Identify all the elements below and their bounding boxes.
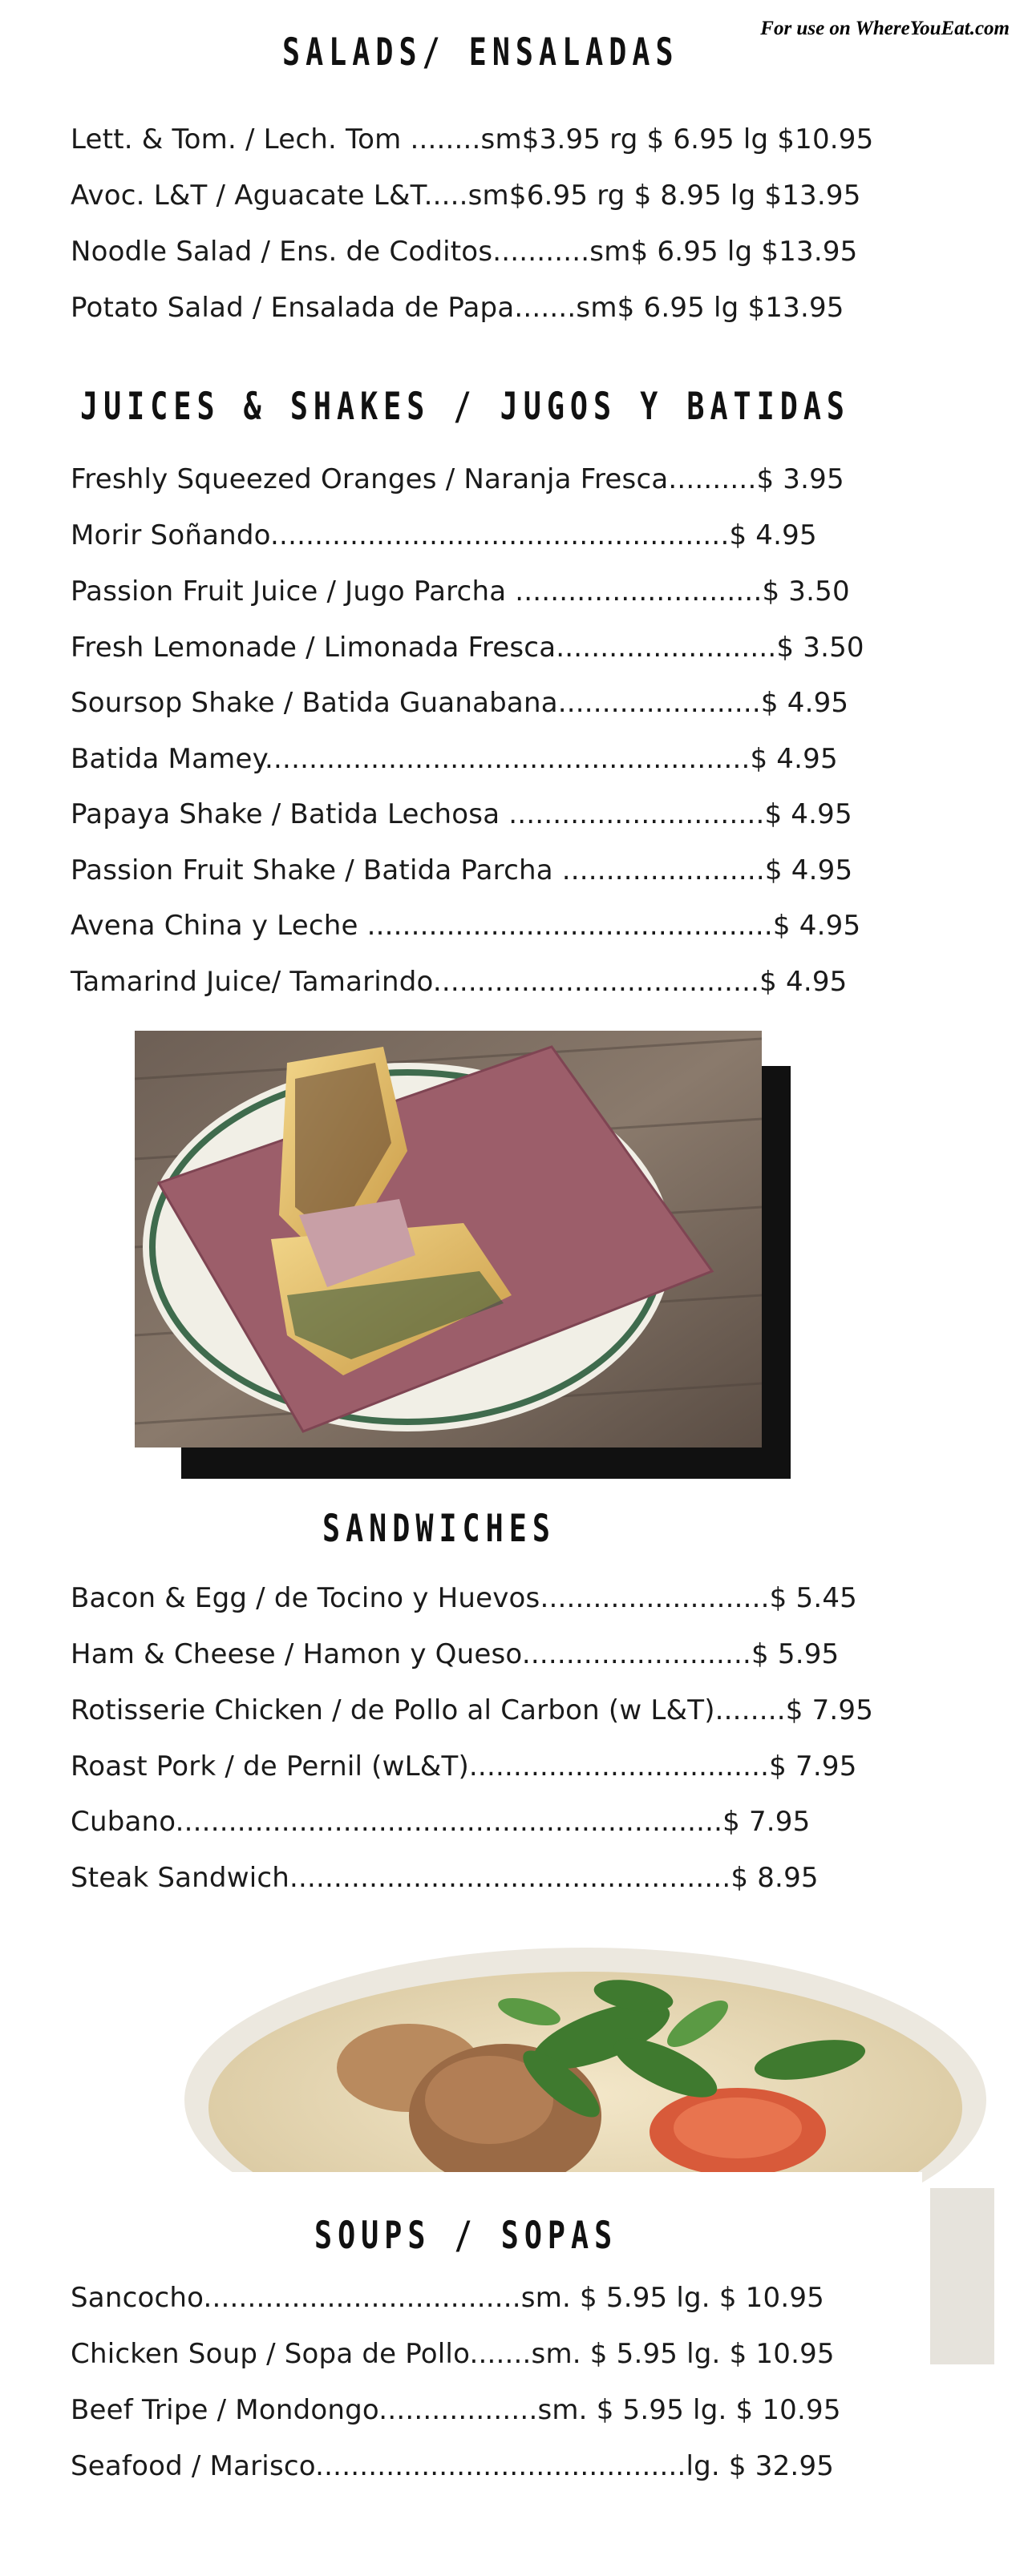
menu-item: Steak Sandwich..................................................$ 8.95	[71, 1862, 819, 1894]
menu-item: Sancocho....................................sm. $ 5.95 lg. $ 10.95	[71, 2282, 824, 2314]
soup-photo	[184, 1948, 994, 2396]
juices-heading: JUICES & SHAKES / JUGOS Y BATIDAS	[80, 385, 851, 429]
menu-item: Cubano..............................................................$ 7.95	[71, 1806, 811, 1838]
menu-item: Lett. & Tom. / Lech. Tom ........sm$3.95 rg $ 6.95 lg $10.95	[71, 123, 874, 155]
sandwiches-heading: SANDWICHES	[322, 1507, 556, 1551]
menu-item: Passion Fruit Shake / Batida Parcha .......................$ 4.95	[71, 854, 853, 886]
soups-heading: SOUPS / SOPAS	[314, 2214, 618, 2258]
menu-item: Passion Fruit Juice / Jugo Parcha ............................$ 3.50	[71, 575, 850, 608]
menu-item: Papaya Shake / Batida Lechosa .............................$ 4.95	[71, 798, 852, 830]
menu-item: Noodle Salad / Ens. de Coditos...........sm$ 6.95 lg $13.95	[71, 236, 858, 268]
watermark: For use on WhereYouEat.com	[760, 18, 1010, 39]
menu-item: Rotisserie Chicken / de Pollo al Carbon (w L&T)........$ 7.95	[71, 1694, 874, 1726]
salads-heading: SALADS/ ENSALADAS	[282, 30, 679, 75]
menu-item: Bacon & Egg / de Tocino y Huevos..........................$ 5.45	[71, 1582, 857, 1614]
menu-item: Batida Mamey.......................................................$ 4.95	[71, 743, 838, 775]
menu-item: Roast Pork / de Pernil (wL&T)..................................$ 7.95	[71, 1750, 857, 1783]
menu-item: Avena China y Leche ..............................................$ 4.95	[71, 910, 861, 942]
menu-item: Freshly Squeezed Oranges / Naranja Fresca..........$ 3.95	[71, 463, 844, 495]
menu-item: Morir Soñando....................................................$ 4.95	[71, 519, 817, 551]
menu-item: Avoc. L&T / Aguacate L&T.....sm$6.95 rg $ 8.95 lg $13.95	[71, 180, 861, 212]
menu-item: Chicken Soup / Sopa de Pollo.......sm. $ 5.95 lg. $ 10.95	[71, 2338, 835, 2370]
menu-item: Beef Tripe / Mondongo..................sm. $ 5.95 lg. $ 10.95	[71, 2394, 841, 2426]
menu-item: Seafood / Marisco..........................................lg. $ 32.95	[71, 2450, 835, 2482]
menu-item: Potato Salad / Ensalada de Papa.......sm$ 6.95 lg $13.95	[71, 292, 844, 324]
menu-item: Ham & Cheese / Hamon y Queso..........................$ 5.95	[71, 1638, 840, 1670]
menu-item: Fresh Lemonade / Limonada Fresca.........................$ 3.50	[71, 632, 864, 664]
menu-item: Soursop Shake / Batida Guanabana.......................$ 4.95	[71, 687, 849, 719]
sandwich-photo	[135, 1031, 762, 1447]
menu-item: Tamarind Juice/ Tamarindo.....................................$ 4.95	[71, 966, 848, 998]
